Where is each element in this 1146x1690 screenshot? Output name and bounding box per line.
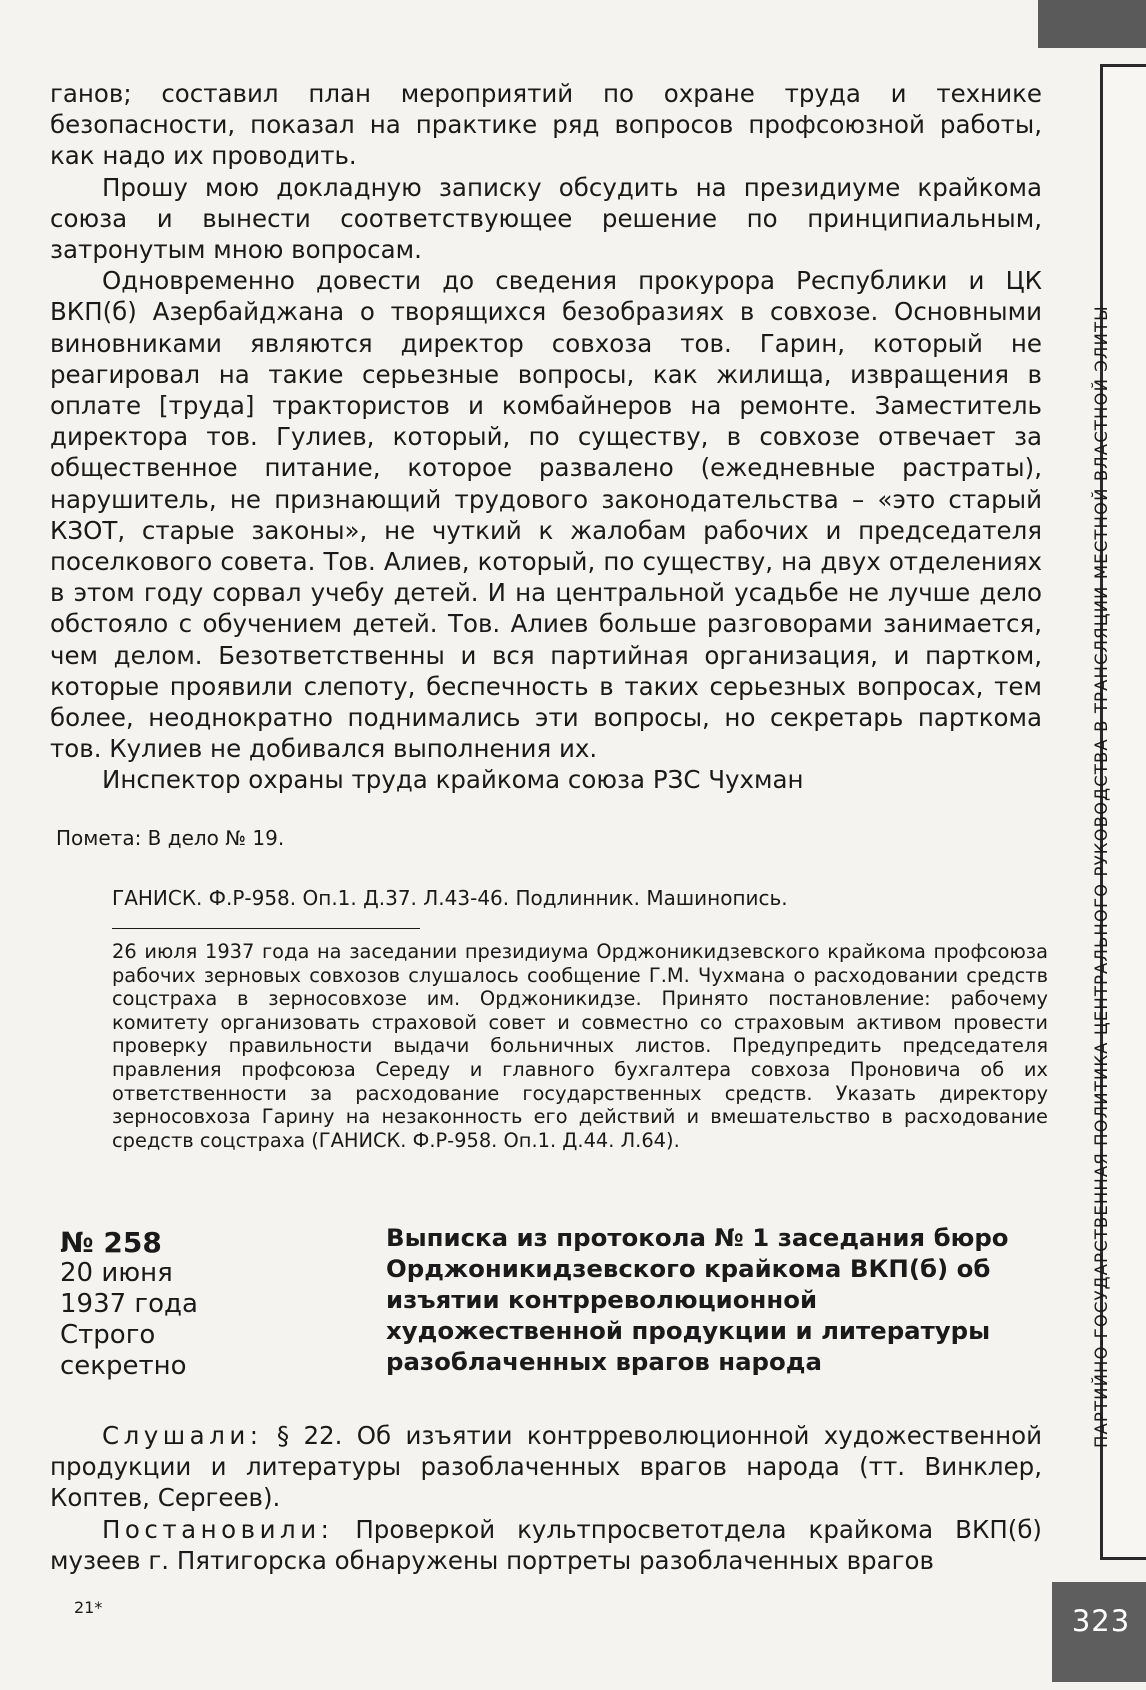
resolved-paragraph — [50, 1514, 1042, 1576]
document-title: Выписка из протокола № 1 заседания бюро Орджоникидзевского крайкома ВКП(б) об изъятии контрреволюционной художественной продукции и литературы разоблаченных врагов народа — [386, 1223, 1009, 1376]
paragraph: Одновременно довести до сведения прокурора Республики и ЦК ВКП(б) Азербайджана о творящихся безобразиях в совхозе. Основными виновниками являются директор совхоза тов. Гарин, который не реагировал на такие серьезные вопросы, как жилища, извращения в оплате [труда] трактористов и комбайнеров на ремонте. Заместитель директора тов. Гулиев, который, по существу, в совхозе отвечает за общественное питание, которое развалено (ежедневные растраты), нарушитель, не признающий трудового законодательства – «это старый КЗОТ, старые законы», не чуткий к жалобам рабочих и председателя поселкового совета. Тов. Алиев, который, по существу, на двух отделениях в этом году сорвал учебу детей. И на центральной усадьбе не лучше дело обстояло с обучением детей. Тов. Алиев больше разговорами занимается, чем делом. Безответственны и вся партийная организация, и партком, которые проявили слепоту, беспечность в таких серьезных вопросах, тем более, неоднократно поднимались эти вопросы, но секретарь парткома тов. Кулиев не добивался выполнения их. — [50, 266, 1042, 764]
running-head: ПАРТИЙНО-ГОСУДАРСТВЕННАЯ ПОЛИТИКА ЦЕНТРАЛЬНОГО РУКОВОДСТВА В ТРАНСЛЯЦИИ МЕСТНОЙ ВЛАСТНОЙ ЭЛИТЫ — [1092, 305, 1111, 1448]
secrecy-label: Строго — [60, 1320, 156, 1350]
resolved-label: Постановили: — [102, 1514, 334, 1544]
document-number: № 258 — [60, 1226, 162, 1259]
page-number: 323 — [1071, 1604, 1131, 1638]
document-meta — [60, 1227, 198, 1382]
heard-text: § 22. Об изъятии контрреволюционной художественной продукции и литературы разоблаченных врагов народа (тт. Винклер, Коптев, Сергеев). — [50, 1421, 1042, 1513]
body-text — [50, 78, 1042, 796]
paragraph: Прошу мою докладную записку обсудить на президиуме крайкома союза и вынести соответствующее решение по принципиальным, затронутым мною вопросам. — [50, 172, 1042, 265]
document-date: 20 июня — [60, 1258, 173, 1288]
footnote-divider — [112, 928, 420, 929]
document-year: 1937 года — [60, 1289, 198, 1319]
footnote — [112, 940, 1048, 1152]
protocol-text — [50, 1420, 1042, 1576]
heard-paragraph — [50, 1420, 1042, 1514]
paragraph: ганов; составил план мероприятий по охране труда и технике безопасности, показал на практике ряд вопросов профсоюзной работы, как надо их проводить. — [50, 79, 1042, 171]
footnote-text: 26 июля 1937 года на заседании президиума Орджоникидзевского крайкома профсоюза рабочих зерновых совхозов слушалось сообщение Г.М. Чухмана о расходовании средств соцстраха в зерносовхозе им. Орджоникидзе. Принято постановление: рабочему комитету организовать страховой совет и совместно со страховым активом провести проверку правильности выдачи больничных листов. Предупредить председателя правления профсоюза Середу и главного бухгалтера совхоза Проновича об их ответственности за расходование государственных средств. Указать директору зерносовхоза Гарину на незаконность его действий и вмешательство в расходование средств соцстраха (ГАНИСК. Ф.Р-958. Оп.1. Д.44. Л.64). — [112, 940, 1048, 1152]
signature-mark: 21* — [74, 1598, 103, 1617]
signature-line: Инспектор охраны труда крайкома союза РЗС Чухман — [102, 765, 804, 795]
corner-tab — [1038, 0, 1146, 48]
archive-source: ГАНИСК. Ф.Р-958. Оп.1. Д.37. Л.43-46. Подлинник. Машинопись. — [112, 886, 788, 910]
archive-note: Помета: В дело № 19. — [56, 826, 285, 850]
secrecy-label: секретно — [60, 1351, 187, 1381]
resolved-text: Проверкой культпросветотдела крайкома ВКП(б) музеев г. Пятигорска обнаружены портреты разоблаченных врагов — [50, 1514, 1042, 1575]
heard-label: Слушали: — [102, 1421, 263, 1450]
